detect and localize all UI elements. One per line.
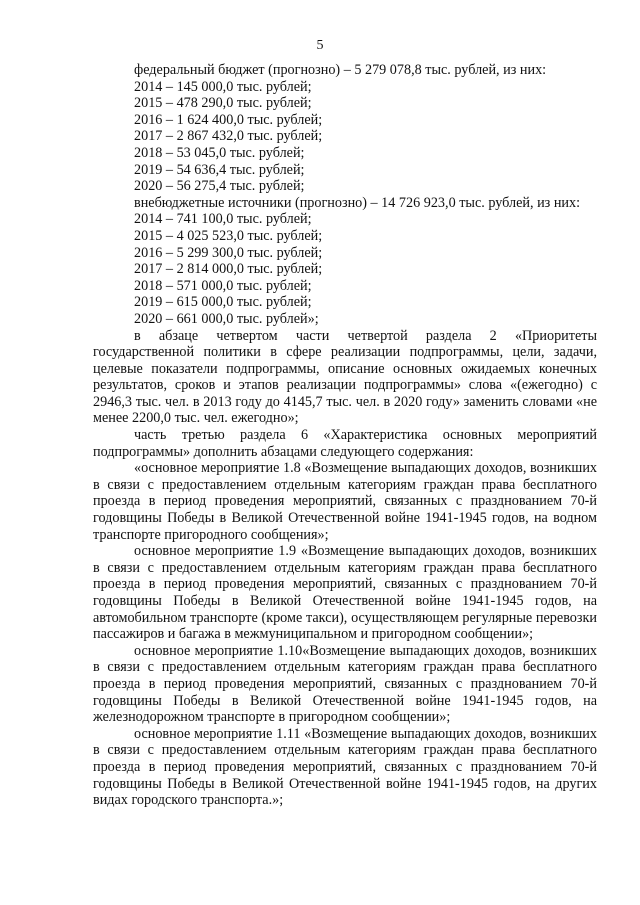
extrabudgetary-year-line: 2020 – 661 000,0 тыс. рублей»; bbox=[134, 310, 319, 327]
extrabudgetary-year-line: 2015 – 4 025 523,0 тыс. рублей; bbox=[134, 227, 323, 244]
extrabudgetary-year-line: 2017 – 2 814 000,0 тыс. рублей; bbox=[134, 261, 323, 278]
federal-budget-year-line: 2018 – 53 045,0 тыс. рублей; bbox=[134, 144, 305, 161]
paragraph-amendment-section-6: часть третью раздела 6 «Характеристика основных мероприятий подпрограммы» дополнить абзацами следующего содержания: bbox=[93, 427, 597, 460]
extrabudgetary-year-line: 2019 – 615 000,0 тыс. рублей; bbox=[134, 294, 312, 311]
page-number: 5 bbox=[316, 38, 324, 53]
federal-budget-year-line: 2020 – 56 275,4 тыс. рублей; bbox=[134, 178, 305, 195]
federal-budget-year-line: 2014 – 145 000,0 тыс. рублей; bbox=[134, 78, 312, 95]
extrabudgetary-year-line: 2016 – 5 299 300,0 тыс. рублей; bbox=[134, 244, 323, 261]
extrabudgetary-year-line: 2014 – 741 100,0 тыс. рублей; bbox=[134, 211, 312, 228]
paragraph-measure-1-10: основное мероприятие 1.10«Возмещение выпадающих доходов, возникших в связи с предоставлением отдельным категориям граждан права бесплатного проезда в период проведения мероприятий, связанных с празднованием 70-й годовщины Победы в Великой Отечественной войне 1941-1945 годов, на железнодорожном транспорте в пригородном сообщении»; bbox=[93, 642, 597, 726]
extrabudgetary-heading: внебюджетные источники (прогнозно) – 14 726 923,0 тыс. рублей, из них: bbox=[134, 194, 581, 211]
extrabudgetary-year-line: 2018 – 571 000,0 тыс. рублей; bbox=[134, 277, 312, 294]
federal-budget-year-line: 2019 – 54 636,4 тыс. рублей; bbox=[134, 161, 305, 178]
paragraph-measure-1-8: «основное мероприятие 1.8 «Возмещение выпадающих доходов, возникших в связи с предоставлением отдельным категориям граждан права бесплатного проезда в период проведения мероприятий, связанных с празднованием 70-й годовщины Победы в Великой Отечественной войне 1941-1945 годов, на водном транспорте пригородного сообщения»; bbox=[93, 460, 597, 543]
federal-budget-year-line: 2015 – 478 290,0 тыс. рублей; bbox=[134, 95, 312, 112]
federal-budget-year-line: 2017 – 2 867 432,0 тыс. рублей; bbox=[134, 128, 323, 145]
paragraph-measure-1-9: основное мероприятие 1.9 «Возмещение выпадающих доходов, возникших в связи с предоставлением отдельным категориям граждан права бесплатного проезда в период проведения мероприятий, связанных с празднованием 70-й годовщины Победы в Великой Отечественной войне 1941-1945 годов, на автомобильном транспорте (кроме такси), осуществляющем регулярные перевозки пассажиров и багажа в межмуниципальном и пригородном сообщении»; bbox=[93, 543, 597, 643]
document-body bbox=[93, 62, 597, 809]
paragraph-amendment-section-2: в абзаце четвертом части четвертой раздела 2 «Приоритеты государственной политики в сфере реализации подпрограммы, цели, задачи, целевые показатели подпрограммы, описание основных ожидаемых конечных результатов, сроков и этапов реализации подпрограммы» слова «(ежегодно) с 2946,3 тыс. чел. в 2013 году до 4145,7 тыс. чел. в 2020 году» заменить словами «не менее 2200,0 тыс. чел. ежегодно»; bbox=[93, 327, 597, 427]
federal-budget-heading: федеральный бюджет (прогнозно) – 5 279 078,8 тыс. рублей, из них: bbox=[134, 62, 547, 78]
paragraph-measure-1-11: основное мероприятие 1.11 «Возмещение выпадающих доходов, возникших в связи с предоставлением отдельным категориям граждан права бесплатного проезда в период проведения мероприятий, связанных с празднованием 70-й годовщины Победы в Великой Отечественной войне 1941-1945 годов, на других видах городского транспорта.»; bbox=[93, 725, 597, 809]
federal-budget-year-line: 2016 – 1 624 400,0 тыс. рублей; bbox=[134, 111, 323, 128]
